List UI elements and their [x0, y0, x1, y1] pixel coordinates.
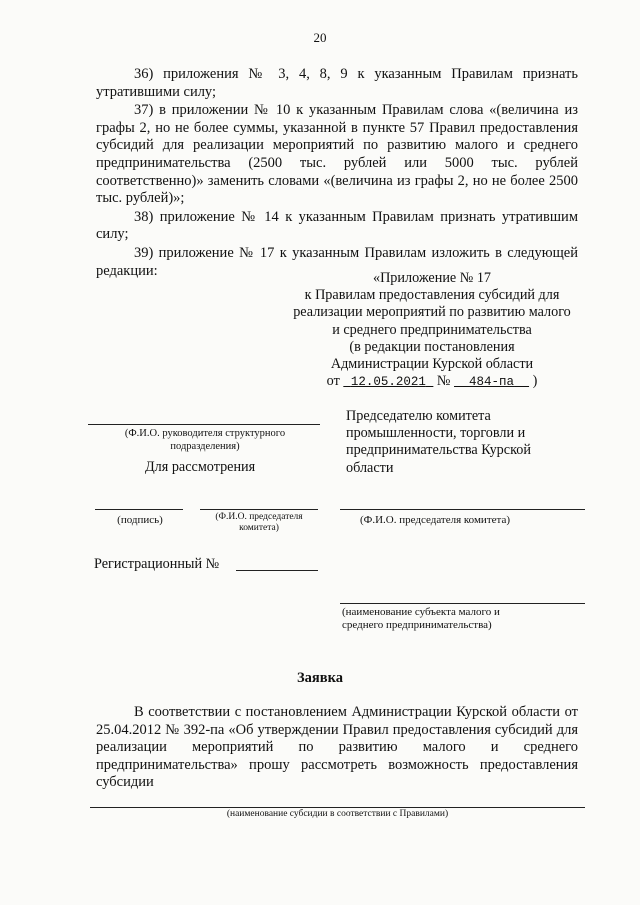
appendix-line: «Приложение № 17 [372, 270, 492, 286]
resolution-date: 12.05.2021 [350, 375, 426, 390]
amendment-item-39: 39) приложение № 17 к указанным Правилам изложить в следующей редакции: [96, 244, 578, 279]
chair-name-line-left [200, 509, 318, 510]
signature-line [95, 509, 183, 510]
amendment-item-38: 38) приложение № 14 к указанным Правилам признать утратившим силу; [96, 208, 578, 243]
subsidy-caption: (наименование субсидии в соответствии с Правилами) [226, 809, 449, 819]
head-name-line [88, 424, 320, 425]
subject-name-line [340, 603, 585, 604]
amendment-list [96, 66, 578, 280]
appendix-line: и среднего предпринимательства [332, 321, 532, 338]
appendix-line: реализации мероприятий по развитию малого [293, 304, 571, 321]
amendment-item-36: 36) приложения № 3, 4, 8, 9 к указанным Правилам признать утратившими силу; [96, 66, 578, 100]
page-number: 20 [313, 30, 327, 45]
addressee: Председателю комитета промышленности, торговли и предпринимательства Курской области [346, 408, 531, 476]
for-review-label: Для рассмотрения [145, 459, 256, 475]
chair-caption: (Ф.И.О. председателя комитета) [360, 514, 510, 526]
chair-name-line-right [340, 509, 585, 510]
amendment-item-37: 37) в приложении № 10 к указанным Правилам слова «(величина из графы 2, но не более суммы, указанной в пункте 57 Правил предоставления субсидий для реализации мероприятий по развитию малого и среднего предпринимательства (2500 тыс. рублей или 5000 тыс. рублей соответственно)» заменить словами «(величина из графы 2, но не более 2500 тыс. рублей)»; [96, 102, 578, 207]
signature-caption: (подпись) [117, 514, 163, 526]
appendix-line: к Правилам предоставления субсидий для [304, 287, 560, 304]
from-label: от [326, 373, 340, 390]
application-text: В соответствии с постановлением Администрации Курской области от 25.04.2012 № 392-па «Об утверждении Правил предоставления субсидий для реализации мероприятий по развитию малого и среднего предпринимательства» прошу рассмотреть возможность предоставления субсидии [96, 704, 578, 791]
appendix-line: (в редакции постановления [349, 338, 515, 355]
resolution-number: 484-па [469, 375, 515, 390]
registration-line [236, 570, 318, 571]
head-caption: (Ф.И.О. руководителя структурного подразделения) [124, 428, 286, 452]
form-title: Заявка [297, 670, 343, 686]
registration-label: Регистрационный № [94, 556, 220, 572]
number-label: № [436, 373, 451, 390]
chair-caption-small: (Ф.И.О. председателя комитета) [215, 512, 303, 533]
appendix-resolution-ref [282, 373, 582, 391]
closing-paren: ) [532, 373, 538, 390]
application-body [96, 704, 578, 792]
appendix-header [282, 270, 582, 391]
subject-caption: (наименование субъекта малого и среднего предпринимательства) [342, 606, 500, 631]
appendix-line: Администрации Курской области [330, 356, 534, 373]
